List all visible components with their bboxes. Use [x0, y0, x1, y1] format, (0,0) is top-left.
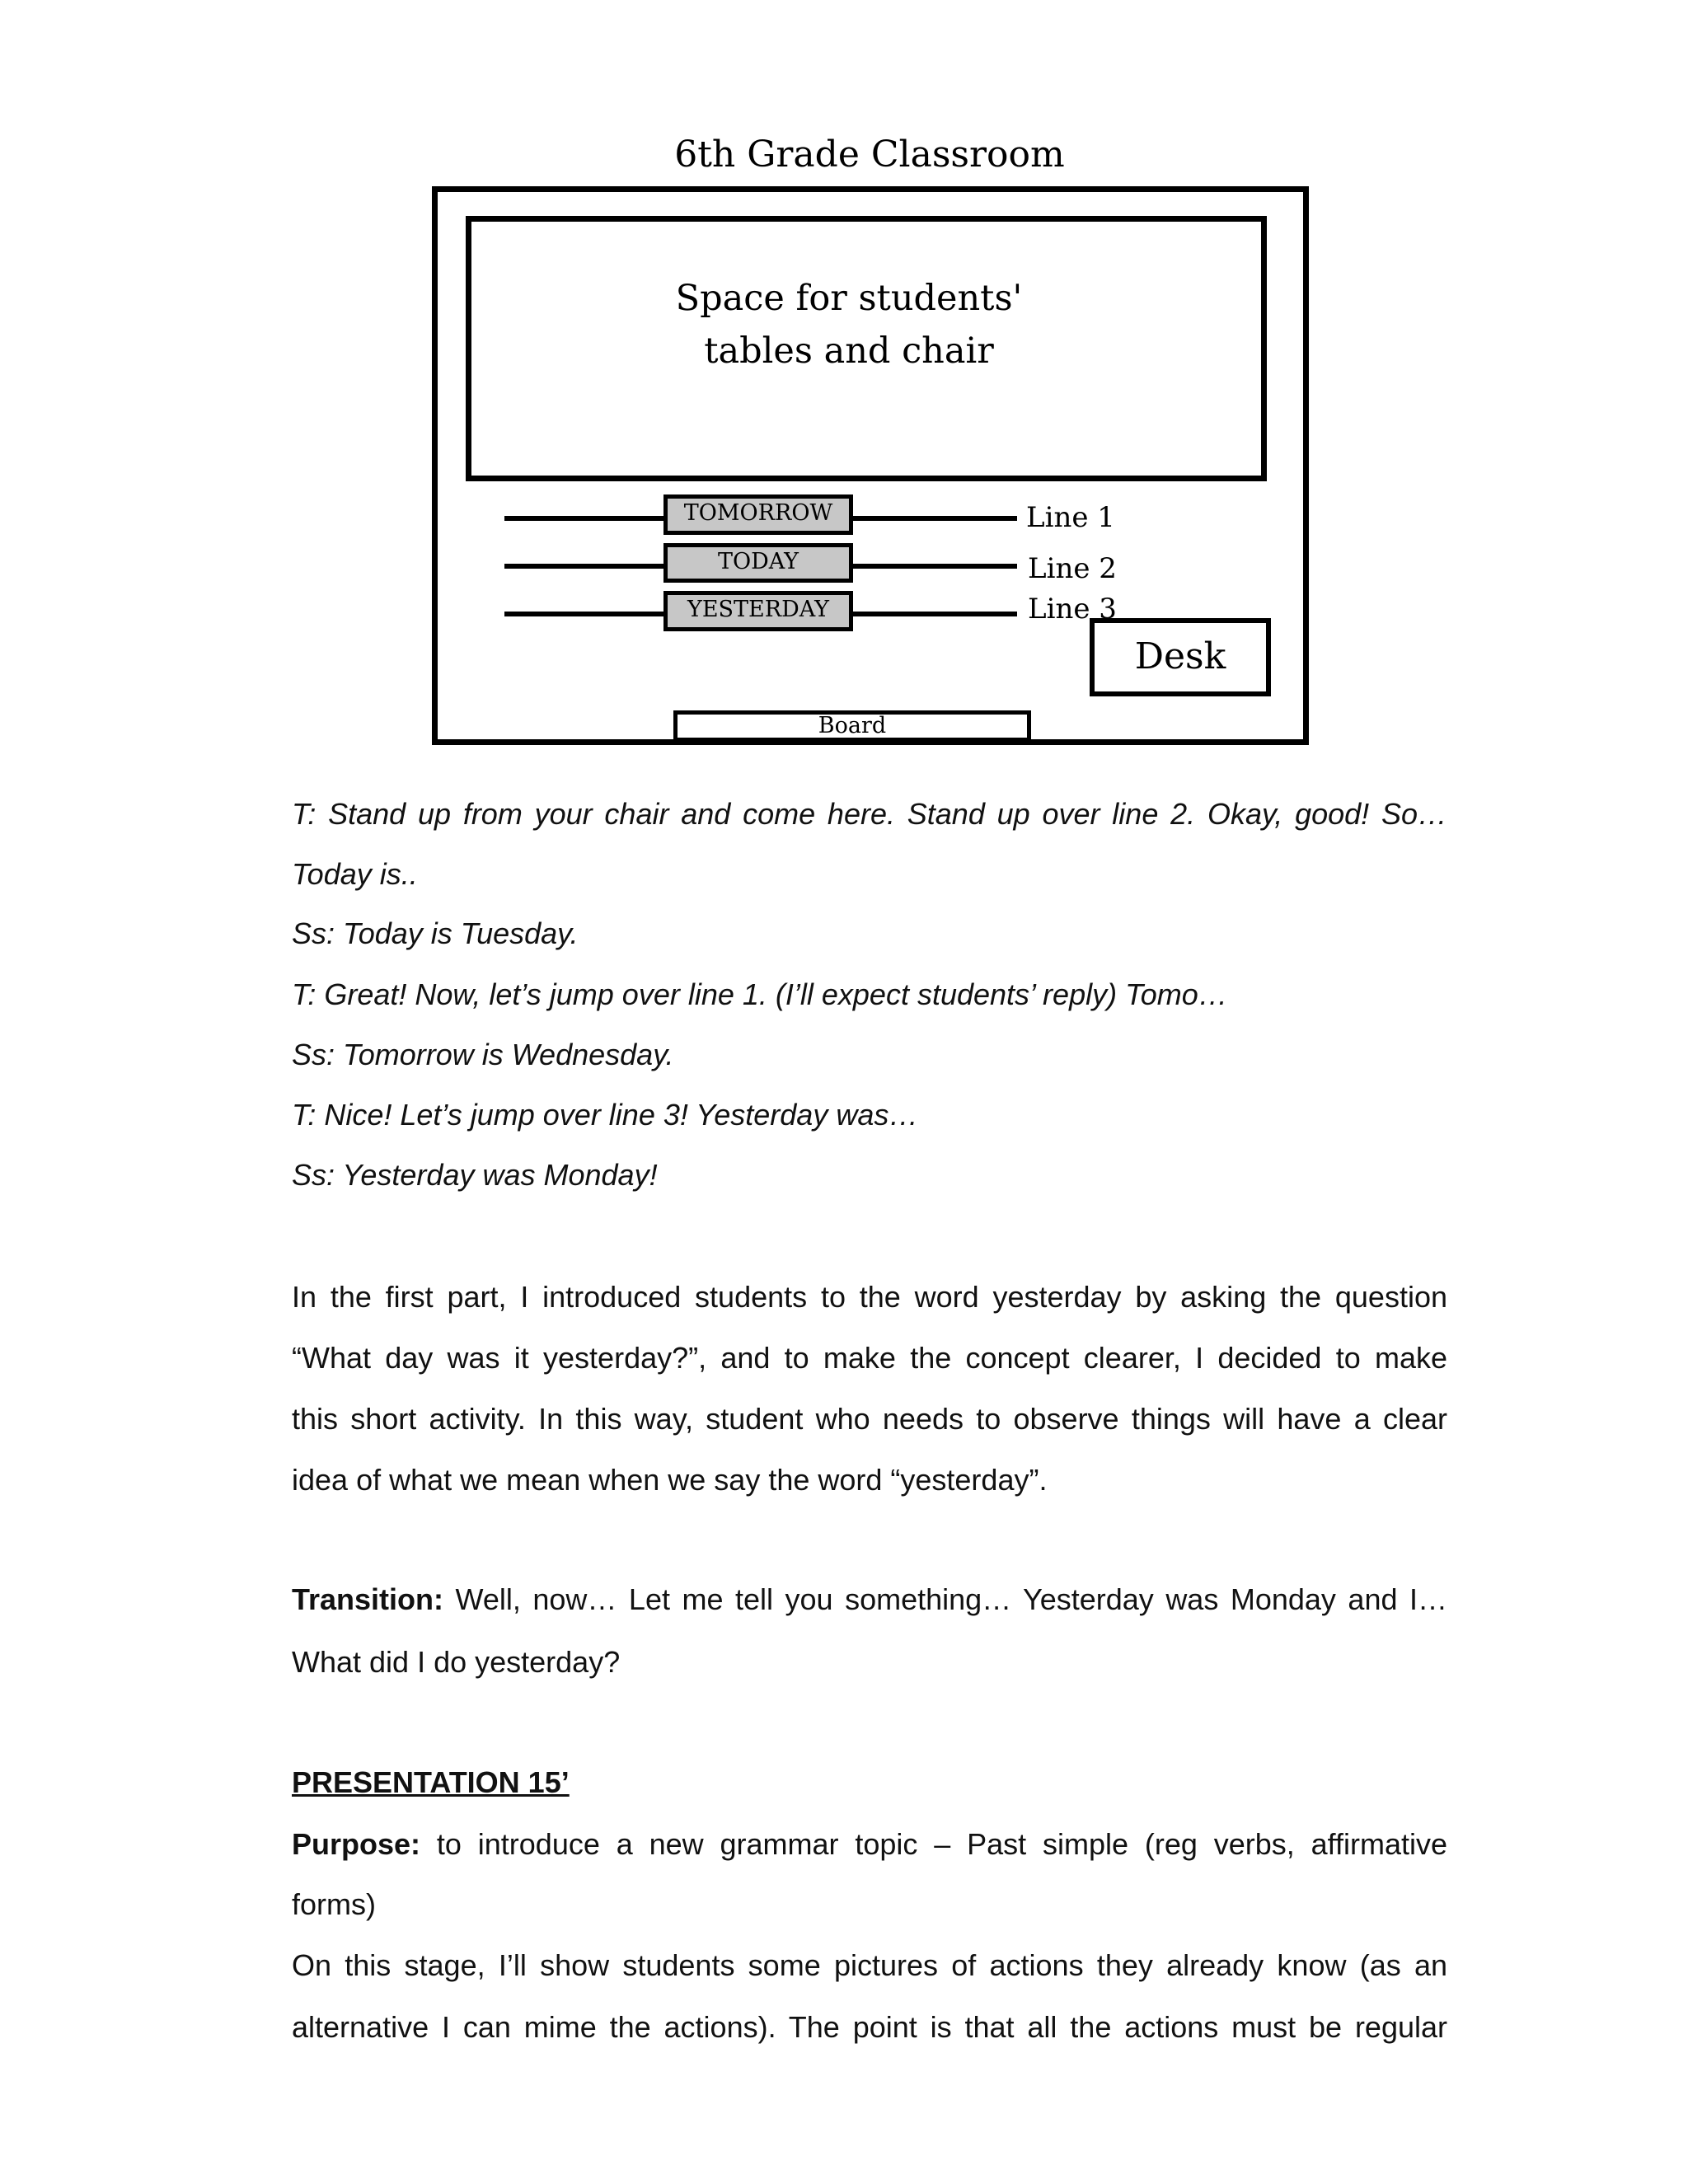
purpose-line-2: forms) [292, 1887, 376, 1921]
board: Board [673, 710, 1031, 742]
yesterday-box: YESTERDAY [663, 591, 853, 631]
diagram-title: 6th Grade Classroom [674, 134, 1065, 176]
tables-area-label [466, 272, 1232, 377]
dialogue-line-2: Ss: Today is Tuesday. [292, 916, 579, 950]
paragraph-1-line-3: this short activity. In this way, student who needs to observe things will have a clear [292, 1402, 1447, 1436]
dialogue-line-4: Ss: Tomorrow is Wednesday. [292, 1038, 674, 1071]
line-2-label: Line 2 [1028, 552, 1117, 585]
purpose-line-1 [292, 1814, 1447, 1874]
transition-line-2: What did I do yesterday? [292, 1645, 621, 1679]
presentation-body-line-1: On this stage, I’ll show students some pictures of actions they already know (as an [292, 1948, 1447, 1982]
today-box: TODAY [663, 543, 853, 583]
purpose-text-1: to introduce a new grammar topic – Past simple (reg verbs, affirmative [436, 1827, 1447, 1861]
purpose-label: Purpose: [292, 1827, 421, 1861]
line-1-left [504, 516, 666, 521]
line-3-right [851, 612, 1017, 616]
line-2-right [851, 564, 1017, 569]
transition-label: Transition: [292, 1582, 444, 1616]
line-2-left [504, 564, 666, 569]
transition-line-1 [292, 1569, 1447, 1629]
tomorrow-box: TOMORROW [663, 494, 853, 535]
teacher-desk: Desk [1090, 618, 1271, 696]
line-3-left [504, 612, 666, 616]
tables-area-label-line2: tables and chair [704, 330, 994, 372]
paragraph-1-line-4: idea of what we mean when we say the word “yesterday”. [292, 1463, 1048, 1497]
dialogue-line-3: T: Great! Now, let’s jump over line 1. (I’ll expect students’ reply) Tomo… [292, 977, 1228, 1011]
line-1-right [851, 516, 1017, 521]
dialogue-line-1b: Today is.. [292, 857, 418, 891]
paragraph-1-line-1: In the first part, I introduced students to the word yesterday by asking the question [292, 1280, 1447, 1314]
paragraph-1-line-2: “What day was it yesterday?”, and to make the concept clearer, I decided to make [292, 1341, 1447, 1375]
transition-text-1: Well, now… Let me tell you something… Yesterday was Monday and I… [455, 1582, 1447, 1616]
presentation-heading: PRESENTATION 15’ [292, 1765, 570, 1799]
presentation-body-line-2: alternative I can mime the actions). The point is that all the actions must be regular [292, 2010, 1447, 2044]
tables-area-label-line1: Space for students' [675, 278, 1023, 319]
dialogue-line-1a: T: Stand up from your chair and come here. Stand up over line 2. Okay, good! So… [292, 797, 1447, 831]
dialogue-line-6: Ss: Yesterday was Monday! [292, 1158, 658, 1192]
line-3-label: Line 3 [1028, 593, 1117, 626]
dialogue-line-5: T: Nice! Let’s jump over line 3! Yesterday was… [292, 1098, 919, 1132]
line-1-label: Line 1 [1026, 501, 1115, 534]
